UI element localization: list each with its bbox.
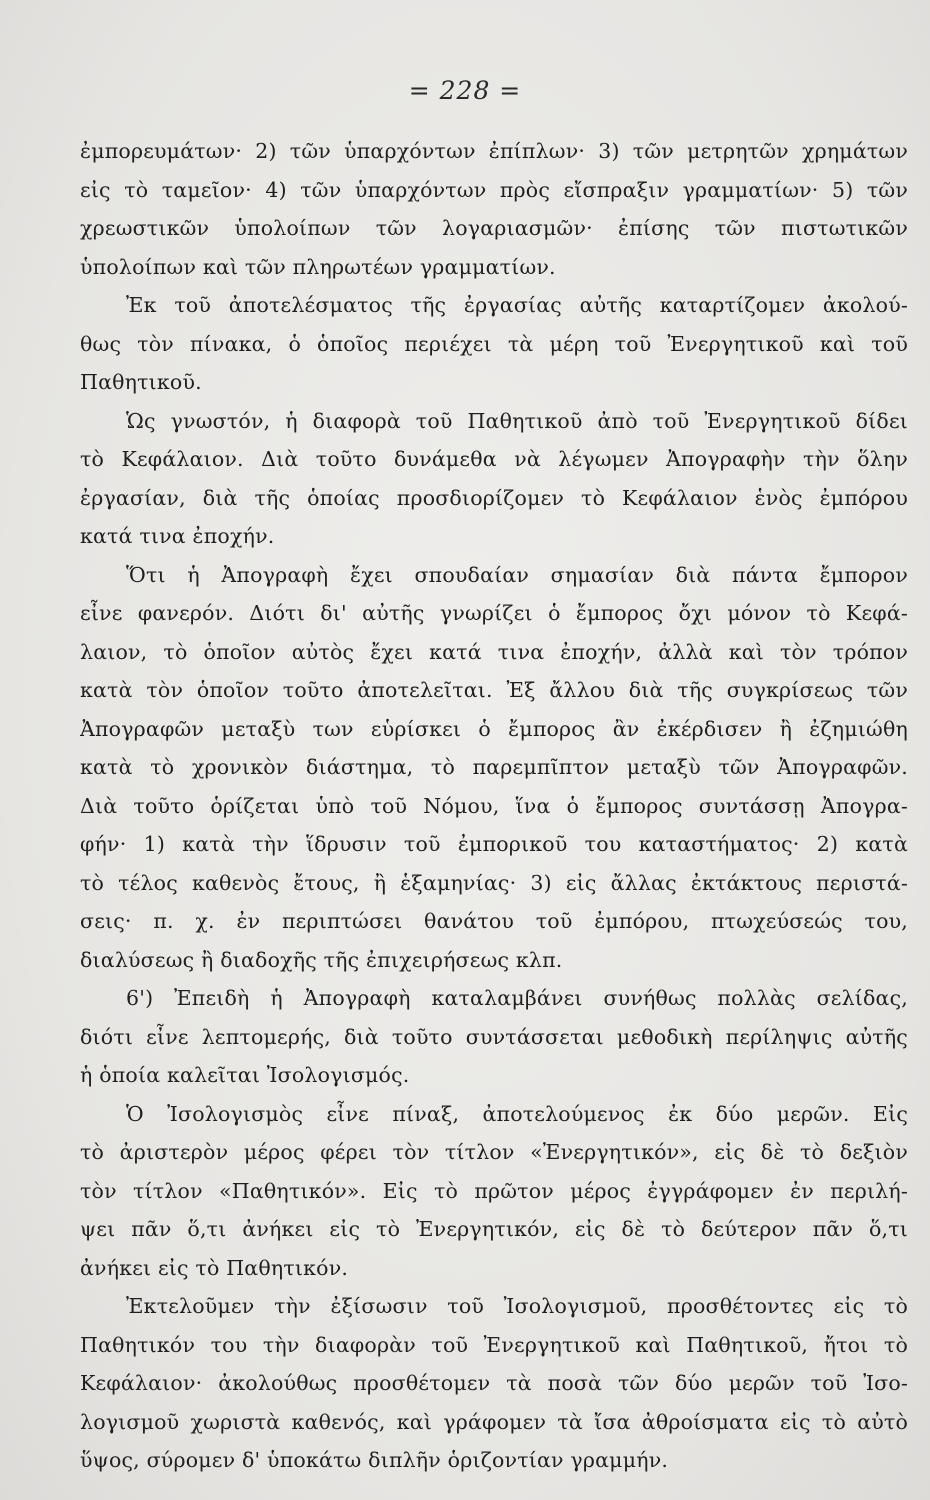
text-line: κατὰ τὸ χρονικὸν διάστημα, τὸ παρεμπῖπτον μεταξὺ τῶν Ἀπογραφῶν. (80, 755, 908, 779)
text-line: ὕψος, σύρομεν δ' ὑποκάτω διπλῆν ὁριζοντίαν γραμμήν. (80, 1448, 669, 1472)
text-line: θως τὸν πίνακα, ὁ ὁποῖος περιέχει τὰ μέρη τοῦ Ἐνεργητικοῦ καὶ τοῦ (80, 331, 908, 356)
text-line: Παθητικοῦ. (80, 370, 202, 394)
page-number: = 228 = (408, 76, 522, 105)
text-line: ἐμπορευμάτων· 2) τῶν ὑπαρχόντων ἐπίπλων· 3) τῶν μετρητῶν χρημάτων (80, 139, 908, 163)
text-line: Διὰ τοῦτο ὁρίζεται ὑπὸ τοῦ Νόμου, ἵνα ὁ ἔμπορος συντάσσῃ Ἀπογρα- (80, 793, 908, 818)
text-line: ὑπολοίπων καὶ τῶν πληρωτέων γραμματίων. (80, 254, 556, 279)
text-line: τὸ τέλος καθενὸς ἔτους, ἢ ἑξαμηνίας· 3) εἰς ἄλλας ἐκτάκτους περιστά- (80, 870, 908, 895)
text-line: 6') Ἐπειδὴ ἡ Ἀπογραφὴ καταλαμβάνει συνήθως πολλὰς σελίδας, (126, 986, 908, 1010)
text-line: κατά τινα ἐποχήν. (80, 524, 275, 548)
text-line: Κεφάλαιον· ἀκολούθως προσθέτομεν τὰ ποσὰ τῶν δύο μερῶν τοῦ Ἰσο- (80, 1371, 908, 1395)
text-line: λογισμοῦ χωριστὰ καθενός, καὶ γράφομεν τὰ ἴσα ἀθροίσματα εἰς τὸ αὐτὸ (80, 1409, 908, 1434)
text-line: ἀνήκει εἰς τὸ Παθητικόν. (80, 1255, 349, 1280)
text-line: Ὡς γνωστόν, ἡ διαφορὰ τοῦ Παθητικοῦ ἀπὸ τοῦ Ἐνεργητικοῦ δίδει (126, 408, 908, 433)
text-line: ψει πᾶν ὅ,τι ἀνήκει εἰς τὸ Ἐνεργητικόν, εἰς δὲ τὸ δεύτερον πᾶν ὅ,τι (80, 1217, 908, 1241)
text-line: διότι εἶνε λεπτομερής, διὰ τοῦτο συντάσσεται μεθοδικὴ περίληψις αὐτῆς (80, 1024, 908, 1049)
text-line: Παθητικόν του τὴν διαφορὰν τοῦ Ἐνεργητικοῦ καὶ Παθητικοῦ, ἤτοι τὸ (80, 1332, 908, 1357)
text-line: σεις· π. χ. ἐν περιπτώσει θανάτου τοῦ ἐμπόρου, πτωχεύσεώς του, (80, 909, 908, 933)
text-line: διαλύσεως ἢ διαδοχῆς τῆς ἐπιχειρήσεως κλπ. (80, 947, 563, 972)
text-line: Ἀπογραφῶν μεταξὺ των εὑρίσκει ὁ ἔμπορος ἂν ἐκέρδισεν ἢ ἐζημιώθη (80, 716, 908, 741)
text-line: ἡ ὁποία καλεῖται Ἰσολογισμός. (80, 1063, 410, 1087)
text-line: Ὁ Ἰσολογισμὸς εἶνε πίναξ, ἀποτελούμενος ἐκ δύο μερῶν. Εἰς (126, 1101, 908, 1126)
text-line: Ὅτι ἡ Ἀπογραφὴ ἔχει σπουδαίαν σημασίαν διὰ πάντα ἔμπορον (126, 562, 908, 587)
text-line: εἶνε φανερόν. Διότι δι' αὐτῆς γνωρίζει ὁ ἔμπορος ὄχι μόνον τὸ Κεφά- (80, 601, 908, 625)
text-line: τὸ Κεφάλαιον. Διὰ τοῦτο δυνάμεθα νὰ λέγωμεν Ἀπογραφὴν τὴν ὅλην (80, 447, 908, 471)
text-line: λαιον, τὸ ὁποῖον αὐτὸς ἔχει κατά τινα ἐποχήν, ἀλλὰ καὶ τὸν τρόπον (80, 639, 908, 664)
body-text (80, 132, 908, 1480)
text-line: τὸ ἀριστερὸν μέρος φέρει τὸν τίτλον «Ἐνεργητικόν», εἰς δὲ τὸ δεξιὸν (80, 1140, 908, 1164)
text-line: Ἐκ τοῦ ἀποτελέσματος τῆς ἐργασίας αὐτῆς καταρτίζομεν ἀκολού- (126, 293, 908, 317)
text-line: Ἐκτελοῦμεν τὴν ἐξίσωσιν τοῦ Ἰσολογισμοῦ, προσθέτοντες εἰς τὸ (126, 1294, 908, 1318)
text-line: κατὰ τὸν ὁποῖον τοῦτο ἀποτελεῖται. Ἐξ ἄλλου διὰ τῆς συγκρίσεως τῶν (80, 678, 908, 702)
text-line: χρεωστικῶν ὑπολοίπων τῶν λογαριασμῶν· ἐπίσης τῶν πιστωτικῶν (80, 216, 908, 240)
text-line: ἐργασίαν, διὰ τῆς ὁποίας προσδιορίζομεν τὸ Κεφάλαιον ἑνὸς ἐμπόρου (80, 485, 908, 510)
text-line: τὸν τίτλον «Παθητικόν». Εἰς τὸ πρῶτον μέρος ἐγγράφομεν ἐν περιλή- (80, 1178, 908, 1203)
text-line: φήν· 1) κατὰ τὴν ἵδρυσιν τοῦ ἐμπορικοῦ του καταστήματος· 2) κατὰ (80, 832, 908, 856)
text-line: εἰς τὸ ταμεῖον· 4) τῶν ὑπαρχόντων πρὸς εἴσπραξιν γραμματίων· 5) τῶν (80, 177, 908, 202)
